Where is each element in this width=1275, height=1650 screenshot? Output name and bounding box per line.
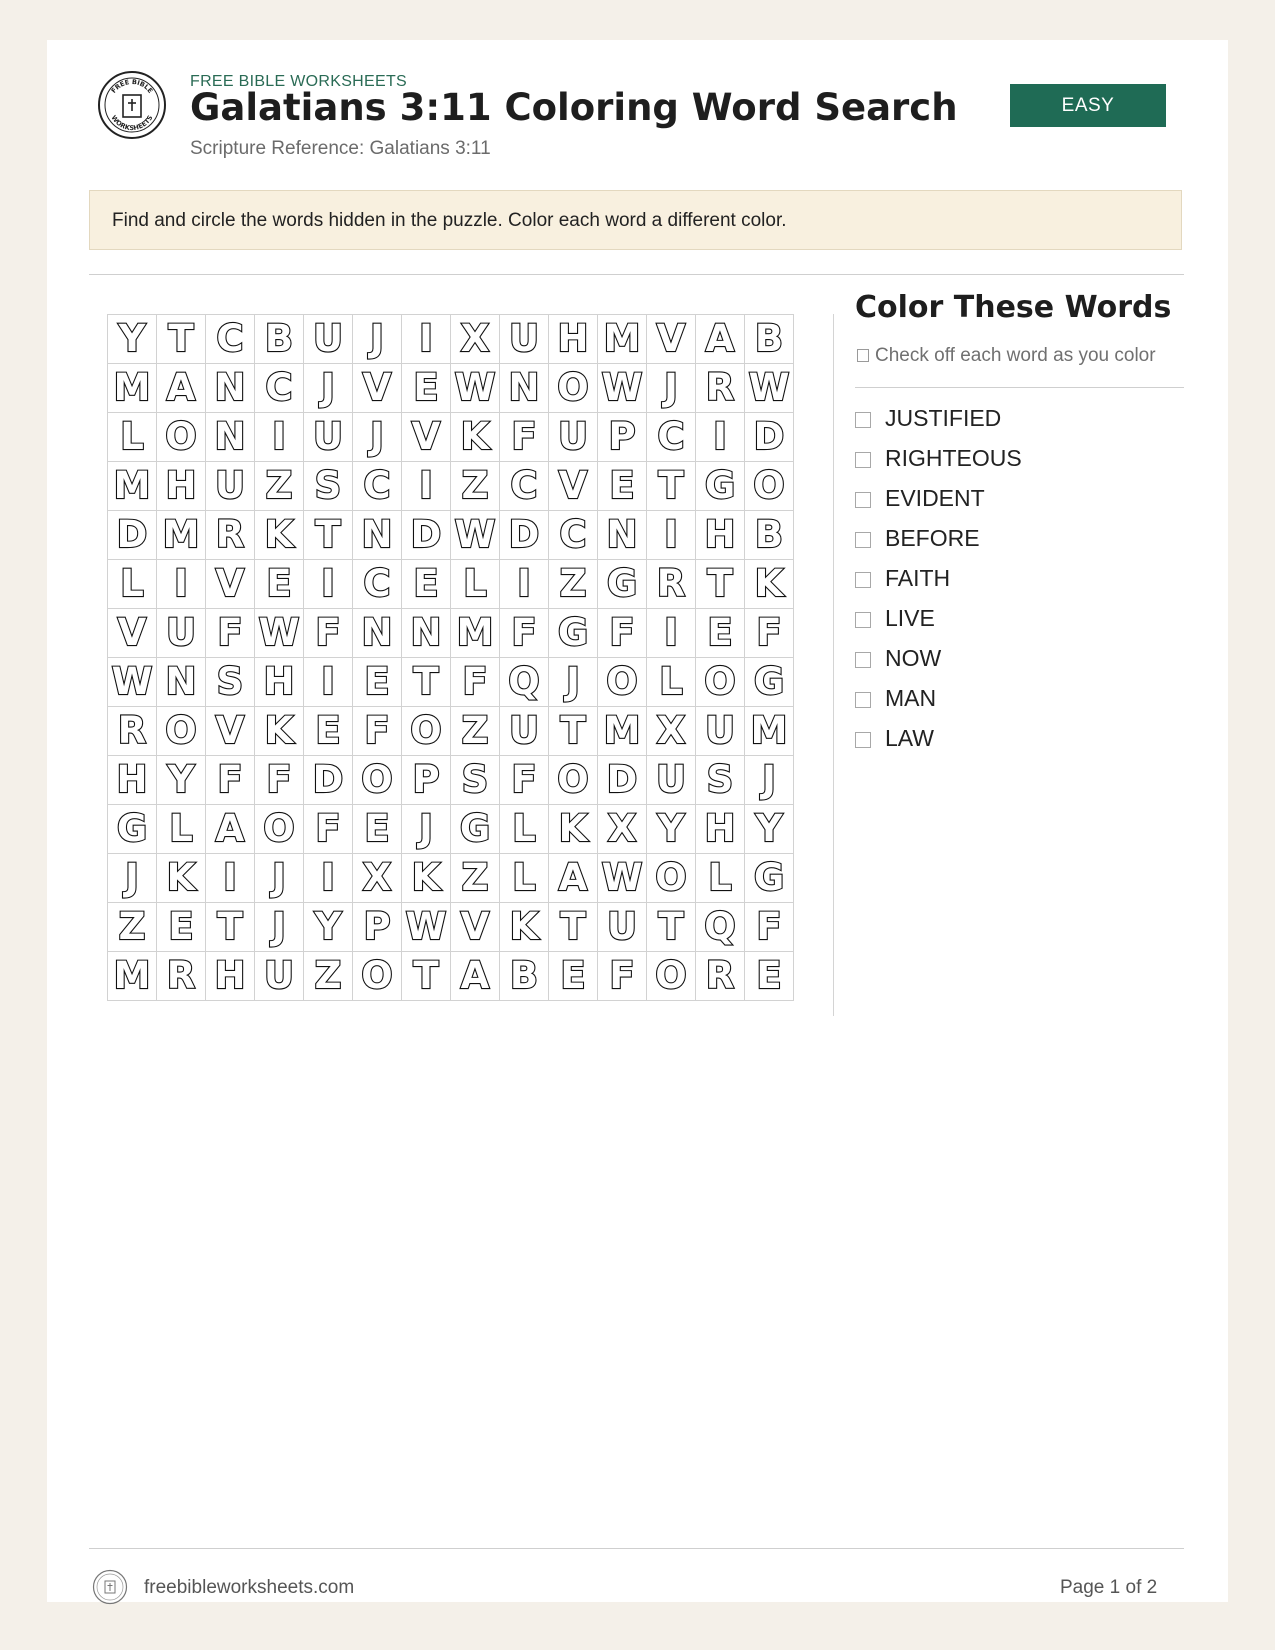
grid-letter: T — [157, 315, 206, 364]
word-item — [855, 478, 1022, 518]
word-item — [855, 438, 1022, 478]
grid-letter: R — [696, 364, 745, 413]
grid-letter: H — [157, 462, 206, 511]
grid-letter: D — [108, 511, 157, 560]
grid-letter: V — [206, 707, 255, 756]
grid-letter: O — [255, 805, 304, 854]
word-label: EVIDENT — [885, 484, 985, 511]
grid-letter: R — [696, 952, 745, 1001]
grid-letter: E — [402, 560, 451, 609]
grid-letter: T — [647, 903, 696, 952]
grid-letter: I — [304, 658, 353, 707]
word-item — [855, 718, 1022, 758]
grid-letter: U — [500, 315, 549, 364]
grid-letter: J — [255, 903, 304, 952]
grid-letter: S — [206, 658, 255, 707]
grid-letter: T — [402, 658, 451, 707]
grid-letter: F — [206, 756, 255, 805]
grid-letter: Y — [108, 315, 157, 364]
grid-letter: O — [647, 952, 696, 1001]
grid-letter: Y — [304, 903, 353, 952]
grid-letter: S — [451, 756, 500, 805]
grid-letter: I — [647, 511, 696, 560]
grid-letter: F — [500, 413, 549, 462]
grid-letter: C — [549, 511, 598, 560]
grid-letter: L — [108, 560, 157, 609]
grid-letter: N — [353, 511, 402, 560]
word-checkbox[interactable] — [855, 652, 871, 668]
grid-letter: F — [304, 805, 353, 854]
grid-letter: Q — [696, 903, 745, 952]
worksheet-page — [47, 40, 1228, 1602]
word-list-title: Color These Words — [855, 290, 1172, 325]
grid-letter: F — [745, 609, 794, 658]
grid-letter: L — [451, 560, 500, 609]
grid-letter: C — [206, 315, 255, 364]
grid-row — [108, 658, 794, 707]
grid-row — [108, 315, 794, 364]
grid-letter: V — [549, 462, 598, 511]
checkbox-icon — [857, 349, 869, 362]
grid-letter: O — [353, 756, 402, 805]
grid-letter: L — [647, 658, 696, 707]
grid-letter: Z — [255, 462, 304, 511]
grid-letter: K — [745, 560, 794, 609]
grid-letter: U — [304, 413, 353, 462]
grid-letter: Y — [647, 805, 696, 854]
grid-letter: F — [598, 952, 647, 1001]
grid-letter: H — [696, 805, 745, 854]
word-label: LAW — [885, 724, 934, 751]
word-checkbox[interactable] — [855, 532, 871, 548]
grid-letter: E — [598, 462, 647, 511]
grid-letter: G — [108, 805, 157, 854]
grid-letter: I — [647, 609, 696, 658]
grid-letter: J — [549, 658, 598, 707]
grid-letter: C — [353, 462, 402, 511]
grid-letter: O — [598, 658, 647, 707]
grid-letter: U — [500, 707, 549, 756]
logo-icon — [97, 70, 167, 140]
grid-letter: X — [598, 805, 647, 854]
word-item — [855, 558, 1022, 598]
word-checkbox[interactable] — [855, 572, 871, 588]
grid-letter: P — [402, 756, 451, 805]
grid-letter: G — [696, 462, 745, 511]
grid-letter: N — [598, 511, 647, 560]
word-item — [855, 518, 1022, 558]
word-item — [855, 398, 1022, 438]
difficulty-badge: EASY — [1010, 84, 1166, 127]
grid-letter: M — [108, 364, 157, 413]
grid-letter: W — [598, 854, 647, 903]
grid-letter: N — [206, 364, 255, 413]
grid-letter: T — [304, 511, 353, 560]
grid-letter: K — [451, 413, 500, 462]
word-label: FAITH — [885, 564, 951, 591]
grid-letter: F — [745, 903, 794, 952]
word-checkbox[interactable] — [855, 492, 871, 508]
grid-letter: N — [353, 609, 402, 658]
grid-letter: S — [304, 462, 353, 511]
grid-letter: I — [402, 315, 451, 364]
grid-letter: V — [451, 903, 500, 952]
grid-letter: I — [402, 462, 451, 511]
grid-letter: E — [255, 560, 304, 609]
grid-letter: H — [696, 511, 745, 560]
grid-letter: E — [402, 364, 451, 413]
grid-row — [108, 707, 794, 756]
grid-letter: H — [255, 658, 304, 707]
brand-label: FREE BIBLE WORKSHEETS — [190, 73, 408, 90]
grid-letter: U — [157, 609, 206, 658]
scripture-reference: Scripture Reference: Galatians 3:11 — [190, 138, 491, 159]
grid-letter: Z — [451, 462, 500, 511]
grid-letter: F — [255, 756, 304, 805]
grid-letter: W — [745, 364, 794, 413]
grid-letter: M — [745, 707, 794, 756]
grid-letter: T — [549, 903, 598, 952]
grid-row — [108, 462, 794, 511]
grid-letter: I — [304, 560, 353, 609]
word-label: LIVE — [885, 604, 935, 631]
grid-letter: O — [549, 756, 598, 805]
grid-letter: I — [157, 560, 206, 609]
grid-letter: W — [108, 658, 157, 707]
grid-letter: A — [696, 315, 745, 364]
grid-letter: V — [402, 413, 451, 462]
grid-letter: N — [206, 413, 255, 462]
footer-logo-icon — [92, 1569, 128, 1605]
divider — [855, 387, 1184, 388]
grid-letter: G — [745, 658, 794, 707]
word-checkbox[interactable] — [855, 412, 871, 428]
grid-row — [108, 854, 794, 903]
grid-letter: U — [549, 413, 598, 462]
grid-letter: J — [304, 364, 353, 413]
grid-letter: M — [157, 511, 206, 560]
grid-row — [108, 903, 794, 952]
word-label: BEFORE — [885, 524, 980, 551]
grid-letter: B — [745, 511, 794, 560]
grid-letter: N — [157, 658, 206, 707]
grid-letter: T — [647, 462, 696, 511]
grid-row — [108, 609, 794, 658]
grid-letter: G — [549, 609, 598, 658]
grid-letter: V — [647, 315, 696, 364]
grid-letter: F — [598, 609, 647, 658]
grid-letter: W — [451, 511, 500, 560]
grid-letter: M — [108, 462, 157, 511]
grid-letter: E — [304, 707, 353, 756]
grid-letter: U — [206, 462, 255, 511]
word-label: JUSTIFIED — [885, 404, 1002, 431]
grid-letter: E — [745, 952, 794, 1001]
grid-letter: Z — [549, 560, 598, 609]
grid-letter: I — [206, 854, 255, 903]
grid-letter: K — [549, 805, 598, 854]
grid-letter: N — [500, 364, 549, 413]
grid-letter: O — [549, 364, 598, 413]
grid-letter: Y — [745, 805, 794, 854]
grid-letter: F — [500, 609, 549, 658]
grid-letter: M — [598, 707, 647, 756]
grid-letter: B — [745, 315, 794, 364]
grid-letter: J — [108, 854, 157, 903]
grid-row — [108, 511, 794, 560]
grid-row — [108, 952, 794, 1001]
grid-letter: K — [157, 854, 206, 903]
footer-site-url: freebibleworksheets.com — [144, 1577, 355, 1598]
grid-letter: W — [402, 903, 451, 952]
grid-letter: Z — [451, 707, 500, 756]
grid-letter: O — [157, 413, 206, 462]
grid-letter: V — [206, 560, 255, 609]
word-item — [855, 638, 1022, 678]
grid-letter: E — [549, 952, 598, 1001]
grid-letter: L — [696, 854, 745, 903]
grid-letter: Z — [304, 952, 353, 1001]
grid-letter: T — [402, 952, 451, 1001]
grid-letter: V — [108, 609, 157, 658]
grid-letter: B — [500, 952, 549, 1001]
grid-letter: Z — [451, 854, 500, 903]
word-checkbox[interactable] — [855, 692, 871, 708]
grid-letter: U — [598, 903, 647, 952]
grid-letter: W — [255, 609, 304, 658]
grid-letter: T — [206, 903, 255, 952]
grid-letter: O — [402, 707, 451, 756]
word-list — [855, 398, 1022, 758]
divider — [89, 274, 1184, 275]
instructions-box: Find and circle the words hidden in the puzzle. Color each word a different color. — [89, 190, 1182, 250]
grid-letter: I — [500, 560, 549, 609]
grid-letter: K — [402, 854, 451, 903]
grid-letter: M — [451, 609, 500, 658]
grid-letter: Y — [157, 756, 206, 805]
grid-letter: A — [157, 364, 206, 413]
grid-letter: O — [696, 658, 745, 707]
grid-letter: A — [549, 854, 598, 903]
grid-letter: E — [157, 903, 206, 952]
page-number: Page 1 of 2 — [1060, 1577, 1158, 1598]
grid-letter: R — [108, 707, 157, 756]
grid-letter: D — [402, 511, 451, 560]
logo-text-top: FREE BIBLE — [109, 77, 155, 95]
grid-letter: F — [500, 756, 549, 805]
grid-letter: T — [696, 560, 745, 609]
grid-row — [108, 413, 794, 462]
grid-letter: J — [647, 364, 696, 413]
grid-letter: X — [647, 707, 696, 756]
grid-letter: A — [206, 805, 255, 854]
footer-divider — [89, 1548, 1184, 1549]
grid-letter: D — [745, 413, 794, 462]
grid-letter: O — [647, 854, 696, 903]
grid-letter: U — [647, 756, 696, 805]
grid-row — [108, 805, 794, 854]
grid-letter: K — [500, 903, 549, 952]
grid-letter: J — [353, 315, 402, 364]
word-checkbox[interactable] — [855, 732, 871, 748]
grid-letter: J — [353, 413, 402, 462]
logo-text-bottom: WORKSHEETS — [109, 113, 155, 133]
grid-letter: F — [304, 609, 353, 658]
grid-letter: V — [353, 364, 402, 413]
grid-letter: G — [451, 805, 500, 854]
grid-letter: K — [255, 707, 304, 756]
word-label: MAN — [885, 684, 937, 711]
grid-letter: Q — [500, 658, 549, 707]
word-checkbox[interactable] — [855, 612, 871, 628]
grid-letter: L — [500, 805, 549, 854]
grid-letter: R — [647, 560, 696, 609]
grid-letter: D — [598, 756, 647, 805]
word-label: NOW — [885, 644, 942, 671]
grid-letter: A — [451, 952, 500, 1001]
grid-letter: R — [206, 511, 255, 560]
grid-letter: H — [549, 315, 598, 364]
word-item — [855, 678, 1022, 718]
grid-letter: C — [255, 364, 304, 413]
grid-letter: J — [255, 854, 304, 903]
grid-letter: U — [304, 315, 353, 364]
grid-letter: I — [696, 413, 745, 462]
grid-letter: S — [696, 756, 745, 805]
grid-letter: L — [157, 805, 206, 854]
grid-letter: D — [304, 756, 353, 805]
grid-letter: T — [549, 707, 598, 756]
grid-letter: X — [353, 854, 402, 903]
grid-letter: G — [598, 560, 647, 609]
grid-letter: O — [353, 952, 402, 1001]
grid-letter: U — [696, 707, 745, 756]
grid-letter: D — [500, 511, 549, 560]
grid-letter: H — [108, 756, 157, 805]
grid-letter: W — [598, 364, 647, 413]
grid-row — [108, 364, 794, 413]
grid-letter: H — [206, 952, 255, 1001]
grid-letter: U — [255, 952, 304, 1001]
grid-letter: E — [353, 805, 402, 854]
word-checkbox[interactable] — [855, 452, 871, 468]
grid-letter: N — [402, 609, 451, 658]
grid-letter: J — [402, 805, 451, 854]
word-item — [855, 598, 1022, 638]
grid-letter: R — [157, 952, 206, 1001]
grid-letter: C — [353, 560, 402, 609]
grid-letter: C — [647, 413, 696, 462]
grid-letter: L — [108, 413, 157, 462]
grid-letter: C — [500, 462, 549, 511]
grid-letter: Z — [108, 903, 157, 952]
grid-letter: J — [745, 756, 794, 805]
grid-letter: W — [451, 364, 500, 413]
grid-letter: G — [745, 854, 794, 903]
grid-letter: L — [500, 854, 549, 903]
word-label: RIGHTEOUS — [885, 444, 1022, 471]
grid-letter: M — [108, 952, 157, 1001]
page-title: Galatians 3:11 Coloring Word Search — [190, 86, 958, 129]
column-divider — [833, 314, 834, 1016]
grid-letter: P — [353, 903, 402, 952]
grid-row — [108, 560, 794, 609]
grid-letter: M — [598, 315, 647, 364]
grid-letter: F — [206, 609, 255, 658]
grid-letter: I — [304, 854, 353, 903]
grid-letter: K — [255, 511, 304, 560]
grid-letter: O — [745, 462, 794, 511]
grid-letter: E — [353, 658, 402, 707]
word-list-hint — [857, 345, 1156, 367]
grid-letter: P — [598, 413, 647, 462]
grid-letter: B — [255, 315, 304, 364]
grid-letter: F — [353, 707, 402, 756]
word-list-hint-text: Check off each word as you color — [875, 345, 1156, 366]
grid-row — [108, 756, 794, 805]
grid-letter: F — [451, 658, 500, 707]
grid-letter: I — [255, 413, 304, 462]
grid-letter: X — [451, 315, 500, 364]
word-search-grid — [107, 314, 794, 1001]
grid-letter: O — [157, 707, 206, 756]
grid-letter: E — [696, 609, 745, 658]
